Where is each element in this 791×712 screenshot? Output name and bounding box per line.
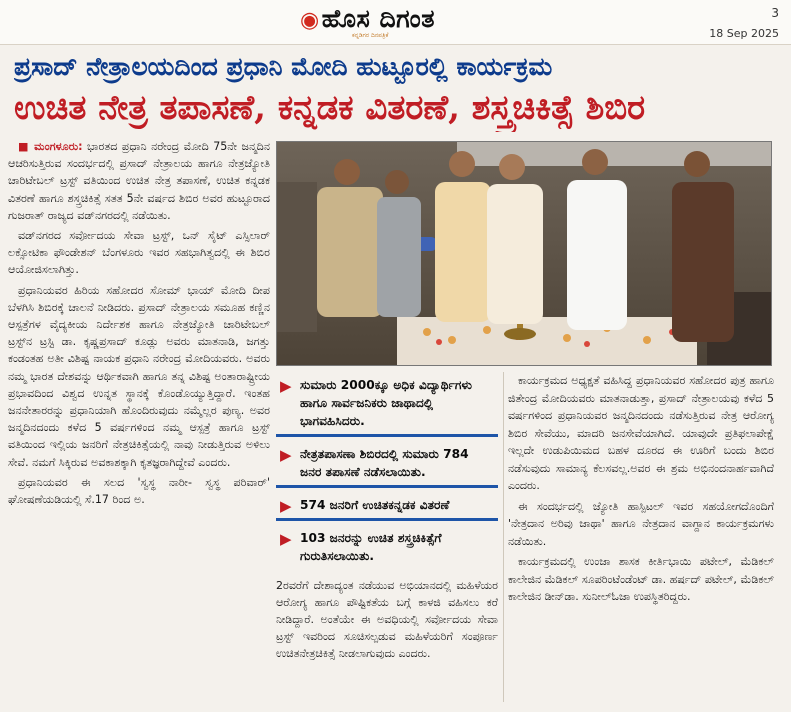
masthead: [0, 0, 791, 45]
highlight-item: [276, 441, 498, 488]
article-column-3: [508, 372, 774, 704]
article-paragraph: [8, 138, 270, 224]
newspaper-logo: [300, 4, 435, 34]
highlights-box: [276, 372, 498, 564]
highlight-item: [276, 492, 498, 521]
event-photo: [276, 141, 772, 366]
dateline: ■ ಮಂಗಳೂರು:: [18, 140, 83, 153]
article-paragraph: ಕಾರ್ಯಕ್ರಮದ ಅಧ್ಯಕ್ಷತೆ ವಹಿಸಿದ್ದ ಪ್ರಧಾನಿಯವರ ಸಹೋದರ ಪುತ್ರ ಹಾಗೂ ಜಿತೇಂದ್ರ ಮೋದಿಯವರು ಮಾತನಾಡುತ್ತಾ, ಪ್ರಸಾದ್ ನೇತ್ರಾಲಯವು ಕಳೆದ 5 ವರ್ಷಗಳಿಂದ ಪ್ರಧಾನಿಯವರ ಜನ್ಮದಿನದಂದು ನಡೆಸುತ್ತಿರುವ ನೇತ್ರ ಆರೋಗ್ಯ ಶಿಬಿರ ಸೇವೆಯು, ಮಾದರಿ ಜನಸೇವೆಯಾಗಿದೆ. ಯಾವುದೇ ಪ್ರತಿಫಲಾಪೇಕ್ಷೆ ಇಲ್ಲದೇ ಉಡುಪಿಯಿಮದ ಬಹಳ ದೂರದ ಈ ಊರಿಗೆ ಬಂದು ಶಿಬಿರ ನಡೆಸುವುದು ಸಾಮಾನ್ಯ ಕೆಲಸವಲ್ಲ.ಅವರ ಈ ಶ್ರಮ ಅಭಿನಂದನಾರ್ಹವಾಗಿದೆ ಎಂದರು.: [508, 374, 774, 492]
page-number: 3: [771, 6, 779, 20]
headline-line-2: ಉಚಿತ ನೇತ್ರ ತಪಾಸಣೆ, ಕನ್ನಡಕ ವಿತರಣೆ, ಶಸ್ತ್ರಚಿಕಿತ್ಸೆ ಶಿಬಿರ: [14, 88, 646, 128]
article-paragraph: ಪ್ರಧಾನಿಯವರ ಈ ಸಲದ 'ಸ್ವಸ್ಥ ನಾರೀ- ಸ್ವಸ್ಥ ಪರಿವಾರ್' ಘೋಷಣೆಯಡಿಯಲ್ಲಿ ಸೆ.17 ರಿಂದ ಅ.: [8, 475, 270, 507]
paragraph-text: ಭಾರತದ ಪ್ರಧಾನಿ ನರೇಂದ್ರ ಮೋದಿ 75ನೇ ಜನ್ಮದಿನ ಆಚರಿಸುತ್ತಿರುವ ಸಂದರ್ಭದಲ್ಲಿ ಪ್ರಸಾದ್ ನೇತ್ರಾಲಯ ಹಾಗೂ ನೇತ್ರಜ್ಯೋತಿ ಚಾರಿಟೇಬಲ್ ಟ್ರಸ್ಟ್ ವತಿಯಿಂದ ಉಚಿತ ನೇತ್ರ ತಪಾಸಣೆ, ಉಚಿತ ಕನ್ನಡಕ ವಿತರಣೆ ಹಾಗೂ ಶಸ್ತ್ರಚಿಕಿತ್ಸೆ ಸತತ 5ನೇ ವರ್ಷದ ಶಿಬಿರ ಅವರ ಹುಟ್ಟೂರಾದ ಗುಜರಾತ್ ರಾಜ್ಯದ ವಡ್‌ನಗರದಲ್ಲಿ ನಡೆಯಿತು.: [8, 140, 270, 222]
lamp-lighting-photo-illustration: [277, 142, 771, 365]
highlight-item: [276, 525, 498, 569]
article-paragraph: ವಡ್‌ನಗರದ ಸರ್ವೋದಯ ಸೇವಾ ಟ್ರಸ್ಟ್, ಒನ್ ಸೈಟ್ ಎಸ್ಸಿಲಾರ್ ಲಕ್ಸೋಟಿಕಾ ಫೌಂಡೇಶನ್ ಬೆಂಗಳೂರು ಇವರ ಸಹಭಾಗಿತ್ವದಲ್ಲಿ ಈ ಶಿಬಿರ ಆಯೋಜಿಸಲಾಗಿತ್ತು.: [8, 229, 270, 277]
article-column-2: 2ರವರೆಗೆ ದೇಶಾದ್ಯಂತ ನಡೆಯುವ ಅಭಿಯಾನದಲ್ಲಿ ಮಹಿಳೆಯರ ಆರೋಗ್ಯ ಹಾಗೂ ಪೌಷ್ಟಿಕತೆಯ ಬಗ್ಗೆ ಕಾಳಜಿ ವಹಿಸಲು ಕರೆ ನೀಡಿದ್ದಾರೆ. ಅಂತೆಯೇ ಈ ಅವಧಿಯಲ್ಲಿ ಸರ್ವೋದಯ ಸೇವಾ ಟ್ರಸ್ಟ್ ಇವರಿಂದ ಸೂಚಿಸಲ್ಪಡುವ ಮಹಿಳೆಯರಿಗೆ ಸಂಪೂರ್ಣ ಉಚಿತನೇತ್ರಚಿಕಿತ್ಸೆ ನೀಡಲಾಗುವುದು ಎಂದರು.: [276, 579, 498, 660]
highlight-text: ನೇತ್ರತಪಾಸಣಾ ಶಿಬಿರದಲ್ಲಿ ಸುಮಾರು 784 ಜನರ ತಪಾಸಣೆ ನಡೆಸಲಾಯಿತು.: [300, 447, 469, 479]
highlight-text: ಸುಮಾರು 2000ಕ್ಕೂ ಅಧಿಕ ವಿದ್ಯಾರ್ಥಿಗಳು ಹಾಗೂ ಸಾರ್ವಜನಿಕರು ಜಾಥಾದಲ್ಲಿ ಭಾಗವಹಿಸಿದರು.: [300, 378, 473, 428]
issue-date: 18 Sep 2025: [709, 27, 779, 40]
highlight-text: 103 ಜನರನ್ನು ಉಚಿತ ಶಸ್ತ್ರಚಿಕಿತ್ಸೆಗೆ ಗುರುತಿಸಲಾಯಿತು.: [300, 531, 442, 563]
article-column-1: [8, 138, 270, 708]
article-paragraph: ಕಾರ್ಯಕ್ರಮದಲ್ಲಿ ಉಂಜಾ ಶಾಸಕ ಕೀರ್ತಿಭಾಯಿ ಪಟೇಲ್, ಮೆಡಿಕಲ್ ಕಾಲೇಜಿನ ಮೆಡಿಕಲ್ ಸೂಪರಿಂಟೆಂಡೆಂಟ್ ಡಾ. ಹರ್ಷದ್ ಪಟೇಲ್, ಮೆಡಿಕಲ್ ಕಾಲೇಜಿನ ಡೀನ್‌ಡಾ. ಸುನೀಲ್‌ಓಜಾ ಉಪಸ್ಥಿತರಿದ್ದರು.: [508, 555, 774, 603]
newspaper-title: ಹೊಸ ದಿಗಂತ: [321, 4, 435, 33]
triangle-bullet-icon: ▶: [280, 446, 292, 464]
logo-mark-icon: ◉: [300, 7, 320, 33]
headline-line-1: ಪ್ರಸಾದ್ ನೇತ್ರಾಲಯದಿಂದ ಪ್ರಧಾನಿ ಮೋದಿ ಹುಟ್ಟೂರಲ್ಲಿ ಕಾರ್ಯಕ್ರಮ: [14, 52, 553, 81]
triangle-bullet-icon: ▶: [280, 497, 292, 515]
column-divider: [503, 372, 504, 702]
newspaper-tagline: ಕನ್ನಡಿಗರ ದಿನಪತ್ರಿಕೆ: [352, 32, 389, 39]
article-paragraph: ಈ ಸಂದರ್ಭದಲ್ಲಿ ಜ್ಯೋತಿ ಹಾಸ್ಪಿಟಲ್ ಇವರ ಸಹಯೋಗದೊಂದಿಗೆ 'ನೇತ್ರದಾನ ಅರಿವು ಜಾಥಾ' ಹಾಗೂ ನೇತ್ರದಾನ ವಾಗ್ದಾನ ಕಾರ್ಯಕ್ರಮಗಳು ನಡೆಯಿತು.: [508, 499, 774, 548]
highlight-item: [276, 372, 498, 437]
highlight-text: 574 ಜನರಿಗೆ ಉಚಿತಕನ್ನಡಕ ವಿತರಣೆ: [300, 498, 450, 512]
article-paragraph: ಪ್ರಧಾನಿಯವರ ಹಿರಿಯ ಸಹೋದರ ಸೋಮ್ ಭಾಯ್ ಮೋದಿ ದೀಪ ಬೆಳಗಿಸಿ ಶಿಬಿರಕ್ಕೆ ಚಾಲನೆ ನೀಡಿದರು. ಪ್ರಸಾದ್ ನೇತ್ರಾಲಯ ಸಮೂಹ ಕಣ್ಣಿನ ಆಸ್ಪತ್ರೆಗಳ ವೈದ್ಯಕೀಯ ನಿರ್ದೇಶಕ ಹಾಗೂ ನೇತ್ರಜ್ಯೋತಿ ಚಾರಿಟೇಬಲ್ ಟ್ರಸ್ಟ್‌ನ ಟ್ರಸ್ಟಿ ಡಾ. ಕೃಷ್ಣಪ್ರಸಾದ್ ಕೂಡ್ಲು ಅವರು ಮಾತನಾಡಿ, ಜಗತ್ತು ಕಂಡಂತಹ ಅತೀ ವಿಶಿಷ್ಟ ನಾಯಕ ಪ್ರಧಾನಿ ನರೇಂದ್ರ ಮೋದಿಯವರು. ಅವರು ನಮ್ಮ ಭಾರತ ದೇಶವನ್ನು ಆರ್ಥಿಕವಾಗಿ ಹಾಗೂ ತನ್ನ ವಿಶಿಷ್ಟ ಅಂತಾರಾಷ್ಟ್ರೀಯ ಪ್ರಭಾವದಿಂದ ವಿಶ್ವದ ಉನ್ನತ ಸ್ಥಾನಕ್ಕೆ ಕೊಂಡೊಯ್ಯುತ್ತಿದ್ದಾರೆ. ಇಂತಹ ಜನನೇತಾರರನ್ನು ಪ್ರಧಾನಿಯಾಗಿ ಹೊಂದಿರುವುದು ನಮ್ಮೆಲ್ಲರ ಪುಣ್ಯ. ಅವರ ಜನ್ಮದಿನದಂದು ಕಳೆದ 5 ವರ್ಷಗಳಿಂದ ನಮ್ಮ ಆಸ್ಪತ್ರೆ ಹಾಗೂ ಟ್ರಸ್ಟ್ ವತಿಯಿಂದ ಇಲ್ಲಿಯ ಜನರಿಗೆ ನೇತ್ರಚಿಕಿತ್ಸೆಯಲ್ಲಿ ನಾವು ನೀಡುತ್ತಿರುವ ಅಳಿಲು ಸೇವೆ. ನಮಗೆ ಸಿಕ್ಕಿರುವ ಅವಕಾಶಕ್ಕಾಗಿ ಕೃತಜ್ಞರಾಗಿದ್ದೇವೆ ಎಂದರು.: [8, 283, 270, 469]
triangle-bullet-icon: ▶: [280, 530, 292, 548]
triangle-bullet-icon: ▶: [280, 377, 292, 395]
